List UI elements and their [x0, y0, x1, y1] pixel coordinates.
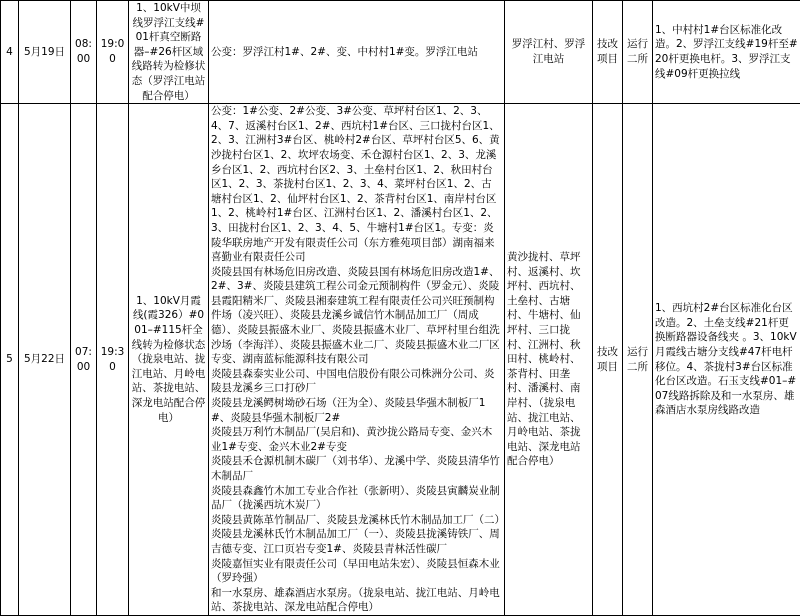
project-type: 技改项目 [593, 1, 623, 104]
affected-area: 黄沙拢村、草坪村、返溪村、坎坪村、西坑村、土垒村、古塘村、牛塘村、仙坪村、三口拢村、江洲村、秋田村、桃岭村、茶背村、田垄村、潘溪村、南岸村、（拢泉电站、拢江电站、月岭电站、茶拢电站、深龙电站配合停电） [505, 104, 593, 616]
row-number: 4 [1, 1, 19, 104]
affected-transformers: 公变：罗浮江村1#、2#、变、中村村1#变。罗浮江电站 [209, 1, 505, 104]
affected-line: 炎陵县国有林场危旧房改造、炎陵县国有林场危旧房改造1#、2#、3#、炎陵县建筑工程公司金元预制构件（罗金元）、炎陵县霞阳精米厂、炎陵县湘泰建筑工程有限责任公司兴旺预制构件场（凌兴旺）、炎陵县龙溪乡诚信竹木制品加工厂（周成德）、炎陵县振盛木业厂、炎陵县振盛木业厂、草坪村里台组洗沙场（李海洋）、炎陵县振盛木业二厂、炎陵县振盛木业二厂区专变、湖南蓝标能源科技有限公司 [211, 265, 502, 367]
affected-transformers [209, 104, 505, 616]
outage-scope: 1、10kV月霞线(霞326）#001–#115杆全线转为检修状态（拢泉电站、拢江电站、月岭电站、茶拢电站、深龙电站配合停电） [129, 104, 209, 616]
row-number: 5 [1, 104, 19, 616]
affected-line: 炎陵县森泰实业公司、中国电信股份有限公司株洲分公司、炎陵县龙溪乡三口打砂厂 [211, 367, 502, 396]
affected-line: 和一水泵房、雄森酒店水泵房。（拢泉电站、拢江电站、月岭电站、茶拢电站、深龙电站配合停电） [211, 586, 502, 615]
affected-line: 炎陵嘉恒实业有限责任公司（早田电站朱宏）、炎陵县恒森木业（罗玲强） [211, 557, 502, 586]
affected-line: 炎陵县万利竹木制品厂(吴启和)、黄沙拢公路局专变、金兴木业1#专变、金兴木业2#专变 [211, 425, 502, 454]
outage-date: 5月22日 [19, 104, 71, 616]
end-time: 19:00 [97, 1, 129, 104]
start-time: 07:00 [71, 104, 97, 616]
affected-line: 炎陵县龙溪鳄树坳砂石场（汪为全）、炎陵县华强木制板厂1#、炎陵县华强木制板厂2# [211, 396, 502, 425]
work-unit: 运行二所 [623, 1, 653, 104]
outage-scope: 1、10kV中坝线罗浮江支线#01杆真空断路器–#26杆区域线路转为检修状态（罗浮江电站配合停电） [129, 1, 209, 104]
table-row [1, 104, 800, 616]
affected-line: 炎陵县黄陈革竹制品厂、炎陵县龙溪林氏竹木制品加工厂（二）炎陵县龙溪林氏竹木制品加工厂（一）、炎陵县拢溪铸铁厂、周吉德专变、江口页岩专变1#、炎陵县青林活性碳厂 [211, 513, 502, 557]
project-type: 技改项目 [593, 104, 623, 616]
table-row [1, 1, 800, 104]
affected-line: 公变：1#公变、2#公变、3#公变、草坪村台区1、2、3、4、7、返溪村台区1、2#、西坑村1#台区、三口拢村台区1、2、3、江洲村3#台区、桃岭村2#台区、草坪村台区5、6、黄沙拢村台区1、2、坎坪农场变、禾仓源村台区1、2、3、龙溪乡台区1、2、西坑村台区2、3、土垒村台区1、2、秋田村台区1、2、3、茶拢村台区1、2、3、4、菜坪村台区1、2、古塘村台区1、2、仙坪村台区1、2、茶背村台区1、南岸村台区1、2、桃岭村1#台区、江洲村台区1、2、潘溪村台区1、2、3、田拢村台区1、2、3、4、5、牛塘村1#台区1。专变：炎陵华联房地产开发有限责任公司（东方雅苑项目部）湖南福来喜勤业有限责任公司 [211, 104, 502, 265]
work-content: 1、西坑村2#台区标准化台区改造。2、土垒支线#21杆更换断路器设备线夹 。3、10kV月霞线古塘分支线#47杆电杆移位。4、茶拢村3#台区标准化台区改造。石玉支线#01–#07线路拆除及和一水泵房、雄森酒店水泵房线路改造 [653, 104, 800, 616]
work-content: 1、中村村1#台区标准化改造。2、罗浮江支线#19杆至#20杆更换电杆。3、罗浮江支线#09杆更换拉线 [653, 1, 800, 104]
outage-date: 5月19日 [19, 1, 71, 104]
affected-area: 罗浮江村、罗浮江电站 [505, 1, 593, 104]
affected-line: 炎陵县禾仓源机制木碳厂（刘书华）、龙溪中学、炎陵县清华竹木制品厂 [211, 454, 502, 483]
start-time: 08:00 [71, 1, 97, 104]
affected-line: 炎陵县森鑫竹木加工专业合作社（张新明）、炎陵县寅麟炭业制品厂（拢溪西坑木炭厂） [211, 484, 502, 513]
end-time: 19:30 [97, 104, 129, 616]
work-unit: 运行二所 [623, 104, 653, 616]
